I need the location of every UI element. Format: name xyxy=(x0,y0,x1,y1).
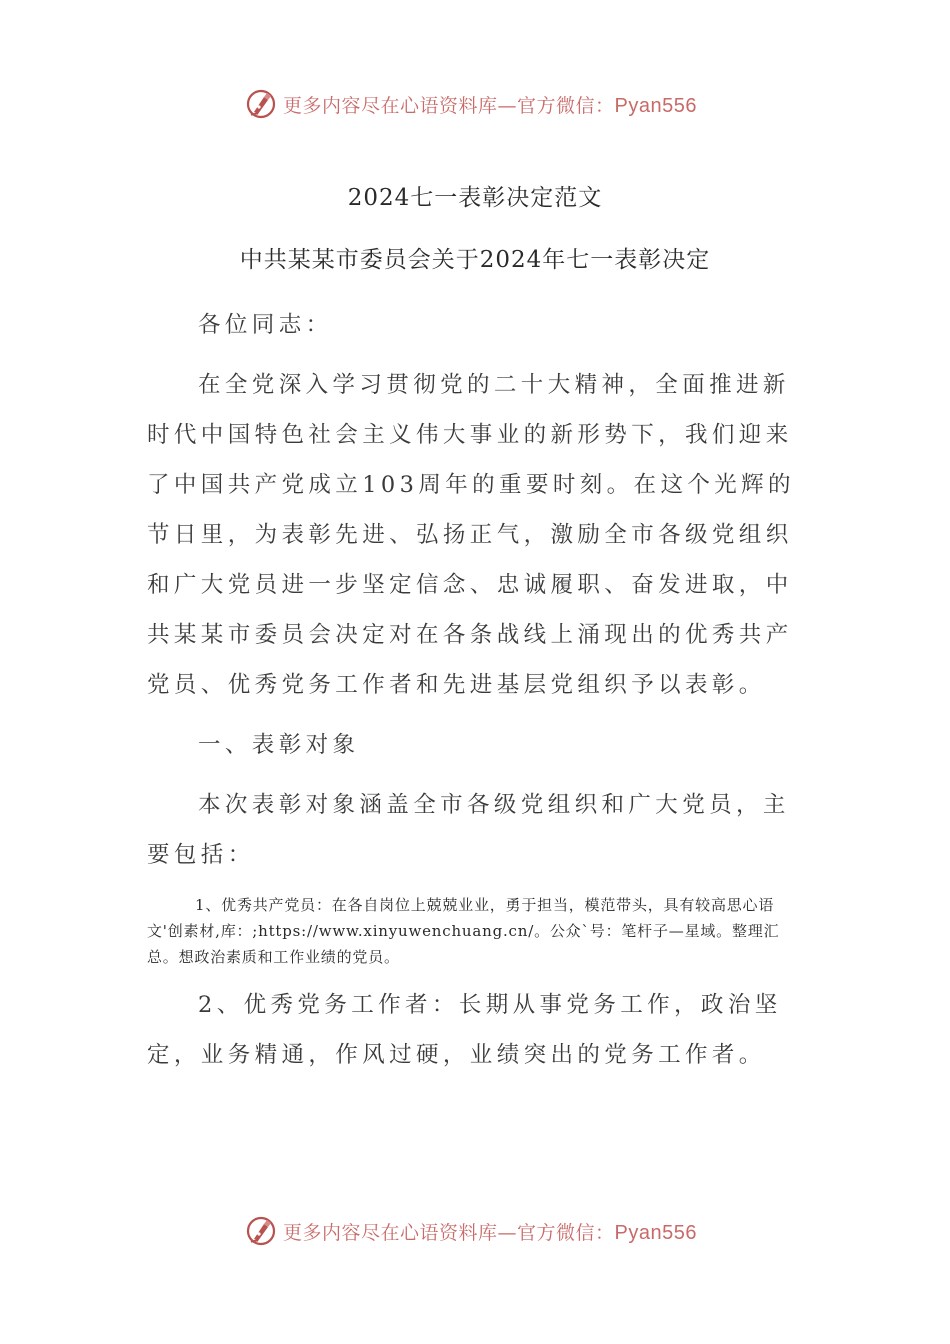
pen-nib-logo-icon xyxy=(245,88,277,120)
document-body xyxy=(147,300,807,1080)
header-banner xyxy=(0,84,950,124)
wechat-id: Pyan556 xyxy=(614,1221,697,1244)
list-item-excellent-member: 1、优秀共产党员：在各自岗位上兢兢业业，勇于担当，模范带头，具有较高思心语文'创素材,库：;https://www.xinyuwenchuang.cn/。公众`号：笔杆子—星域。整理汇总。想政治素质和工作业绩的党员。 xyxy=(147,896,780,966)
wechat-id: Pyan556 xyxy=(614,94,697,117)
intro-paragraph: 在全党深入学习贯彻党的二十大精神，全面推进新时代中国特色社会主义伟大事业的新形势下，我们迎来了中国共产党成立103周年的重要时刻。在这个光辉的节日里，为表彰先进、弘扬正气，激励全市各级党组织和广大党员进一步坚定信念、忠诚履职、奋发进取，中共某某市委员会决定对在各条战线上涌现出的优秀共产党员、优秀党务工作者和先进基层党组织予以表彰。 xyxy=(147,372,795,698)
salutation: 各位同志： xyxy=(198,312,333,338)
document-title: 2024七一表彰决定范文 xyxy=(347,185,603,211)
banner-text: 更多内容尽在心语资料库—官方微信：Pyan556 xyxy=(283,1221,697,1244)
list-item-party-worker: 2、优秀党务工作者：长期从事党务工作，政治坚定，业务精通，作风过硬，业绩突出的党务工作者。 xyxy=(147,992,782,1068)
document-subtitle: 中共某某市委员会关于2024年七一表彰决定 xyxy=(239,247,711,273)
banner-text: 更多内容尽在心语资料库—官方微信：Pyan556 xyxy=(283,94,697,117)
section-intro-paragraph: 本次表彰对象涵盖全市各级党组织和广大党员，主要包括： xyxy=(147,792,790,868)
pen-nib-logo-icon xyxy=(245,1215,277,1247)
footer-banner xyxy=(0,1211,950,1251)
section-heading: 一、表彰对象 xyxy=(198,732,360,758)
